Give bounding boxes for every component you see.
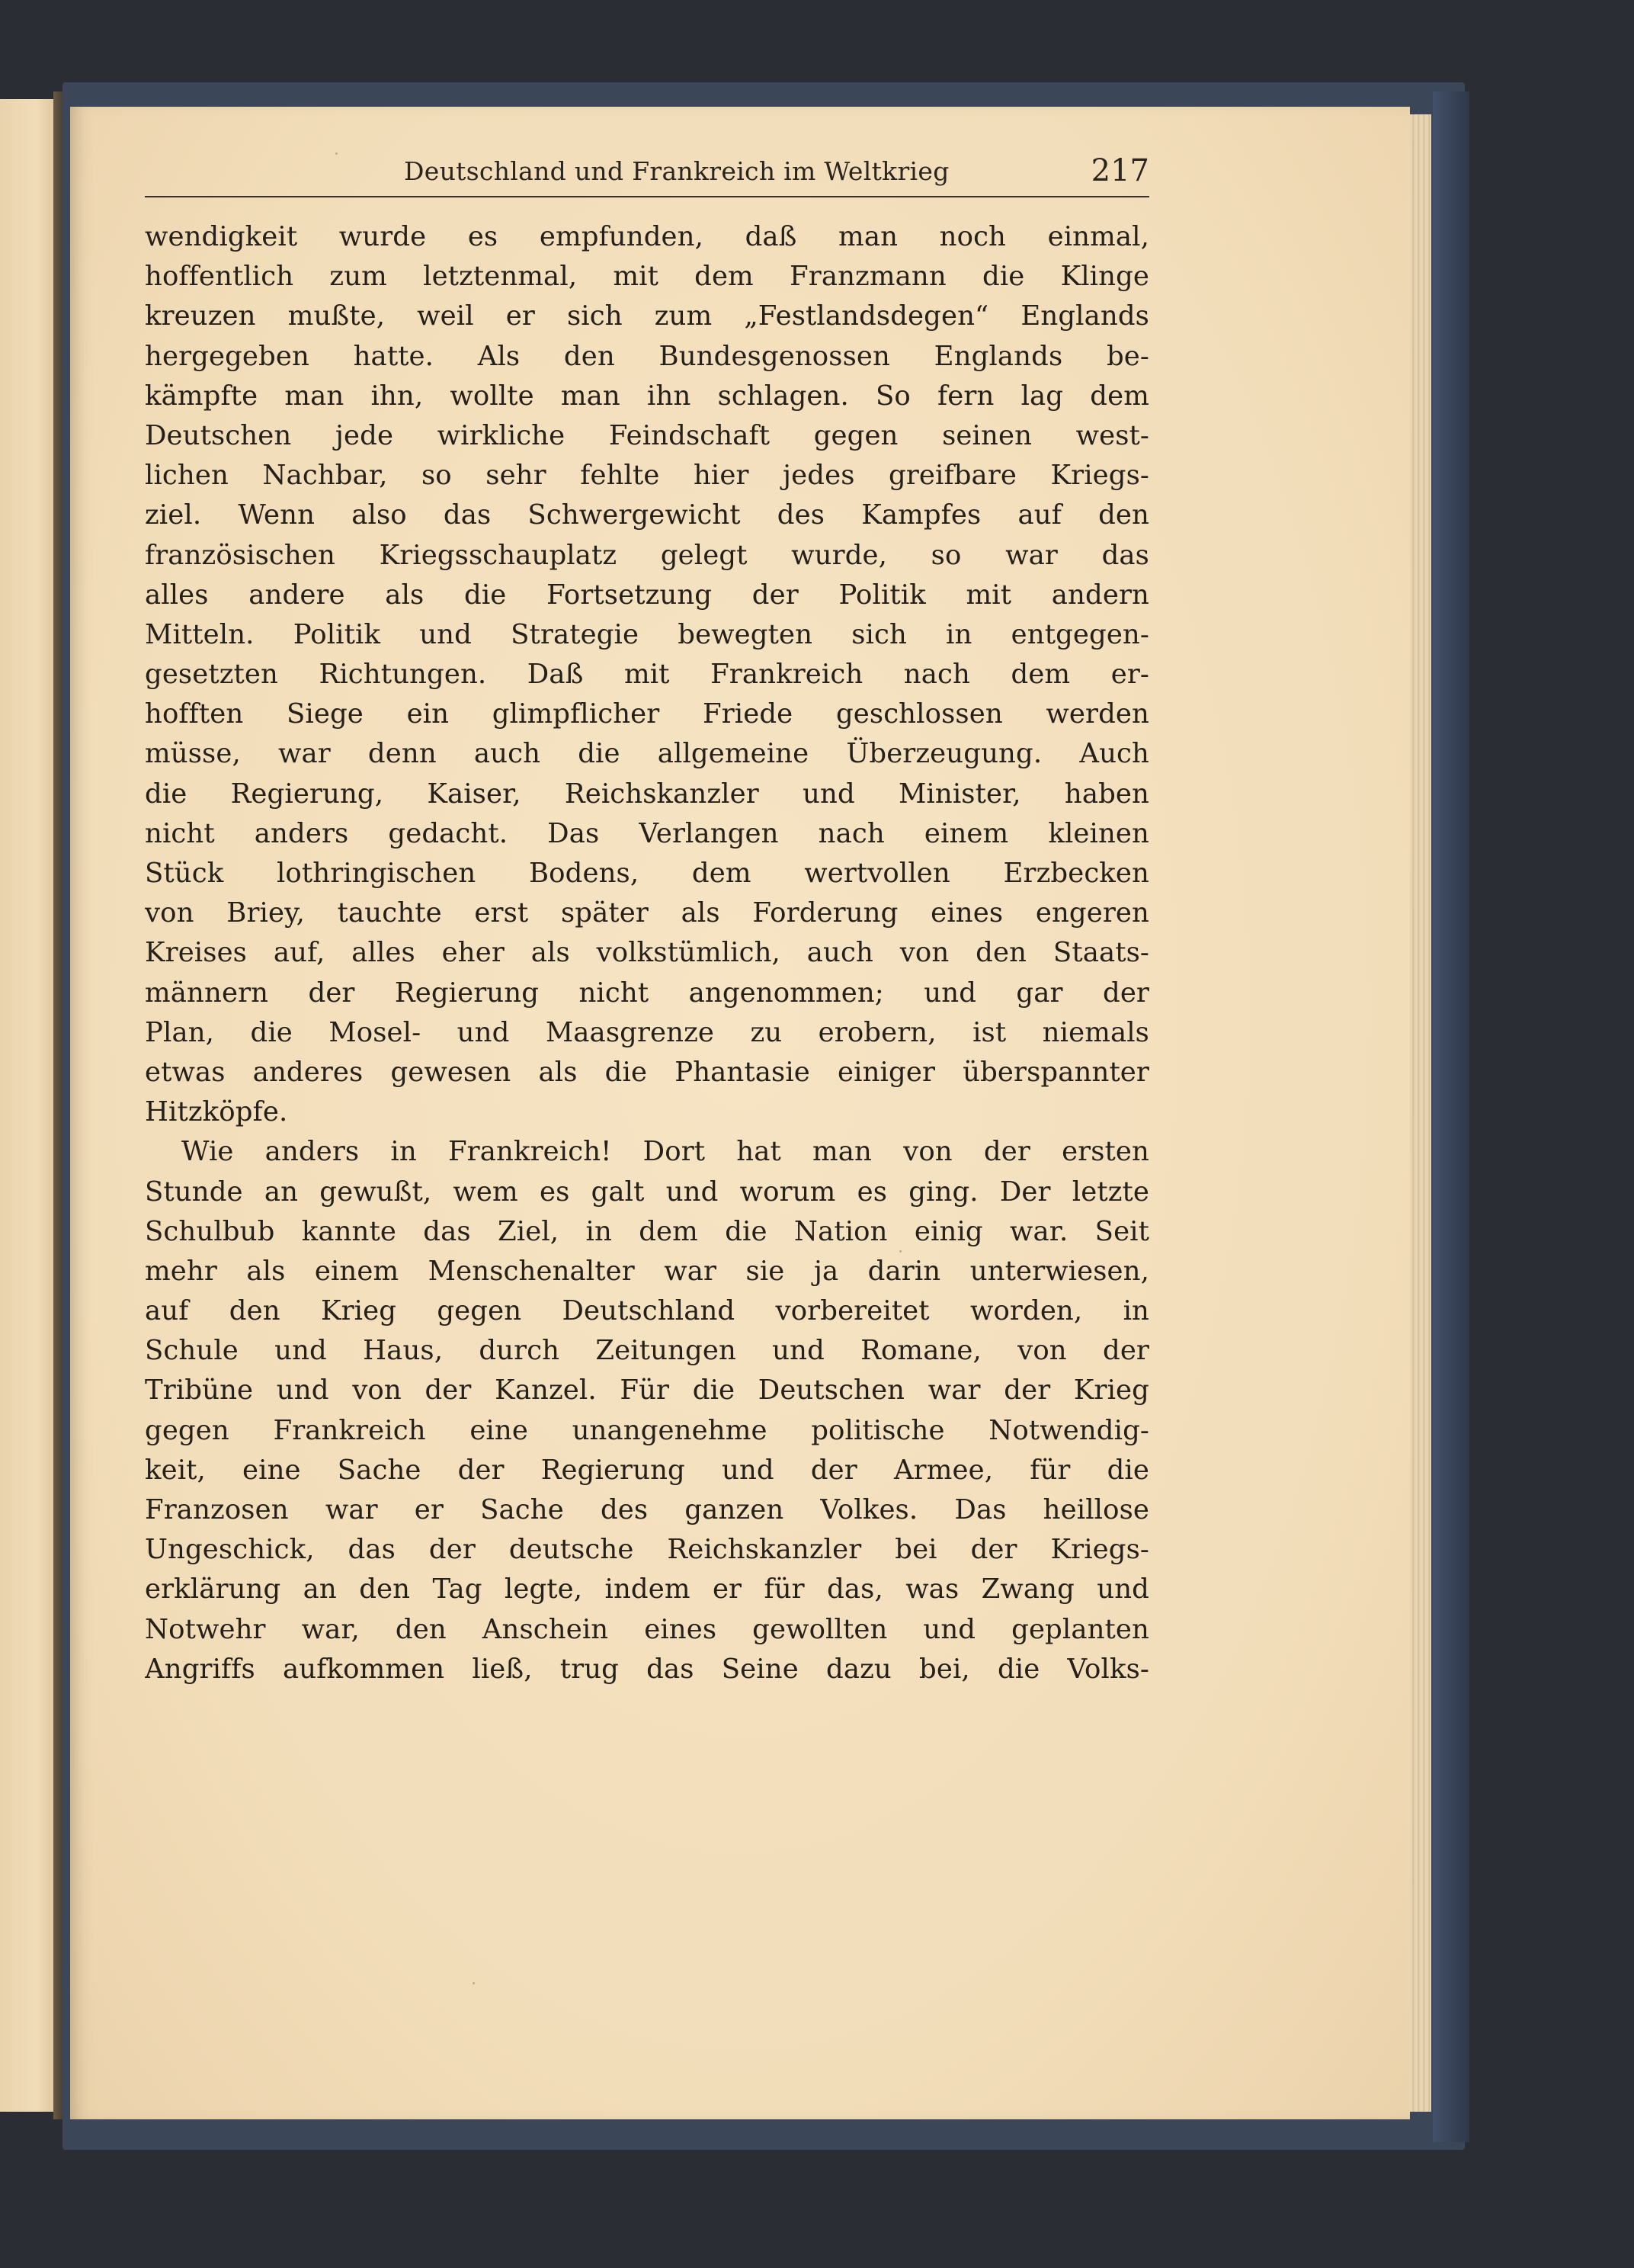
text-line: kreuzen mußte, weil er sich zum „Festlandsdegen“ Englands [145,300,1149,332]
text-line: alles andere als die Fortsetzung der Politik mit andern [145,579,1149,611]
paper-speck [335,152,338,155]
page-number: 217 [1091,153,1149,188]
text-line: Schule und Haus, durch Zeitungen und Romane, von der [145,1335,1149,1367]
text-line: Plan, die Mosel- und Maasgrenze zu erobern, ist niemals [145,1016,1149,1048]
paper-speck [899,1250,902,1253]
text-line: Stück lothringischen Bodens, dem wertvollen Erzbecken [145,858,1149,889]
text-line: auf den Krieg gegen Deutschland vorbereitet worden, in [145,1295,1149,1327]
paper-speck [473,1982,475,1984]
text-line: kämpfte man ihn, wollte man ihn schlagen. So fern lag dem [145,380,1149,412]
text-line: Franzosen war er Sache des ganzen Volkes. Das heillose [145,1494,1149,1525]
text-line: nicht anders gedacht. Das Verlangen nach einem kleinen [145,817,1149,849]
text-line: müsse, war denn auch die allgemeine Überzeugung. Auch [145,738,1149,770]
text-line: hofften Siege ein glimpflicher Friede geschlossen werden [145,698,1149,730]
facing-page-edge [0,99,59,2112]
text-line: ziel. Wenn also das Schwergewicht des Kampfes auf den [145,499,1149,531]
text-line: Schulbub kannte das Ziel, in dem die Nation einig war. Seit [145,1215,1149,1247]
text-line: hoffentlich zum letztenmal, mit dem Franzmann die Klinge [145,261,1149,293]
text-line: Wie anders in Frankreich! Dort hat man von der ersten [181,1136,1149,1168]
text-line: hergegeben hatte. Als den Bundesgenossen Englands be- [145,340,1149,372]
text-line: von Briey, tauchte erst später als Forderung eines engeren [145,897,1149,929]
text-line: wendigkeit wurde es empfunden, daß man noch einmal, [145,221,1149,252]
text-line: gesetzten Richtungen. Daß mit Frankreich nach dem er- [145,659,1149,691]
body-text [145,217,1149,1689]
text-line: keit, eine Sache der Regierung und der Armee, für die [145,1454,1149,1486]
text-line: mehr als einem Menschenalter war sie ja darin unterwiesen, [145,1255,1149,1287]
text-line: Mitteln. Politik und Strategie bewegten sich in entgegen- [145,618,1149,650]
running-title: Deutschland und Frankreich im Weltkrieg [404,156,950,186]
text-line: Stunde an gewußt, wem es galt und worum es ging. Der letzte [145,1176,1149,1208]
text-line: Hitzköpfe. [145,1096,288,1128]
text-line: Angriffs aufkommen ließ, trug das Seine dazu bei, die Volks- [145,1653,1149,1685]
running-header [145,153,1149,202]
text-line: erklärung an den Tag legte, indem er für das, was Zwang und [145,1573,1149,1606]
text-line: Deutschen jede wirkliche Feindschaft gegen seinen west- [145,419,1149,451]
text-line: Tribüne und von der Kanzel. Für die Deutschen war der Krieg [145,1375,1149,1407]
text-line: die Regierung, Kaiser, Reichskanzler und Minister, haben [145,778,1149,810]
cover-edge [1433,91,1469,2142]
text-line: französischen Kriegsschauplatz gelegt wurde, so war das [145,539,1149,571]
text-line: Ungeschick, das der deutsche Reichskanzler bei der Kriegs- [145,1534,1149,1566]
header-rule [145,196,1149,197]
text-line: Notwehr war, den Anschein eines gewollten und geplanten [145,1613,1149,1645]
text-line: Kreises auf, alles eher als volkstümlich, auch von den Staats- [145,937,1149,969]
text-line: lichen Nachbar, so sehr fehlte hier jedes greifbare Kriegs- [145,460,1149,492]
text-line: etwas anderes gewesen als die Phantasie einiger überspannter [145,1056,1149,1088]
text-line: gegen Frankreich eine unangenehme politische Notwendig- [145,1414,1149,1446]
text-line: männern der Regierung nicht angenommen; und gar der [145,977,1149,1009]
